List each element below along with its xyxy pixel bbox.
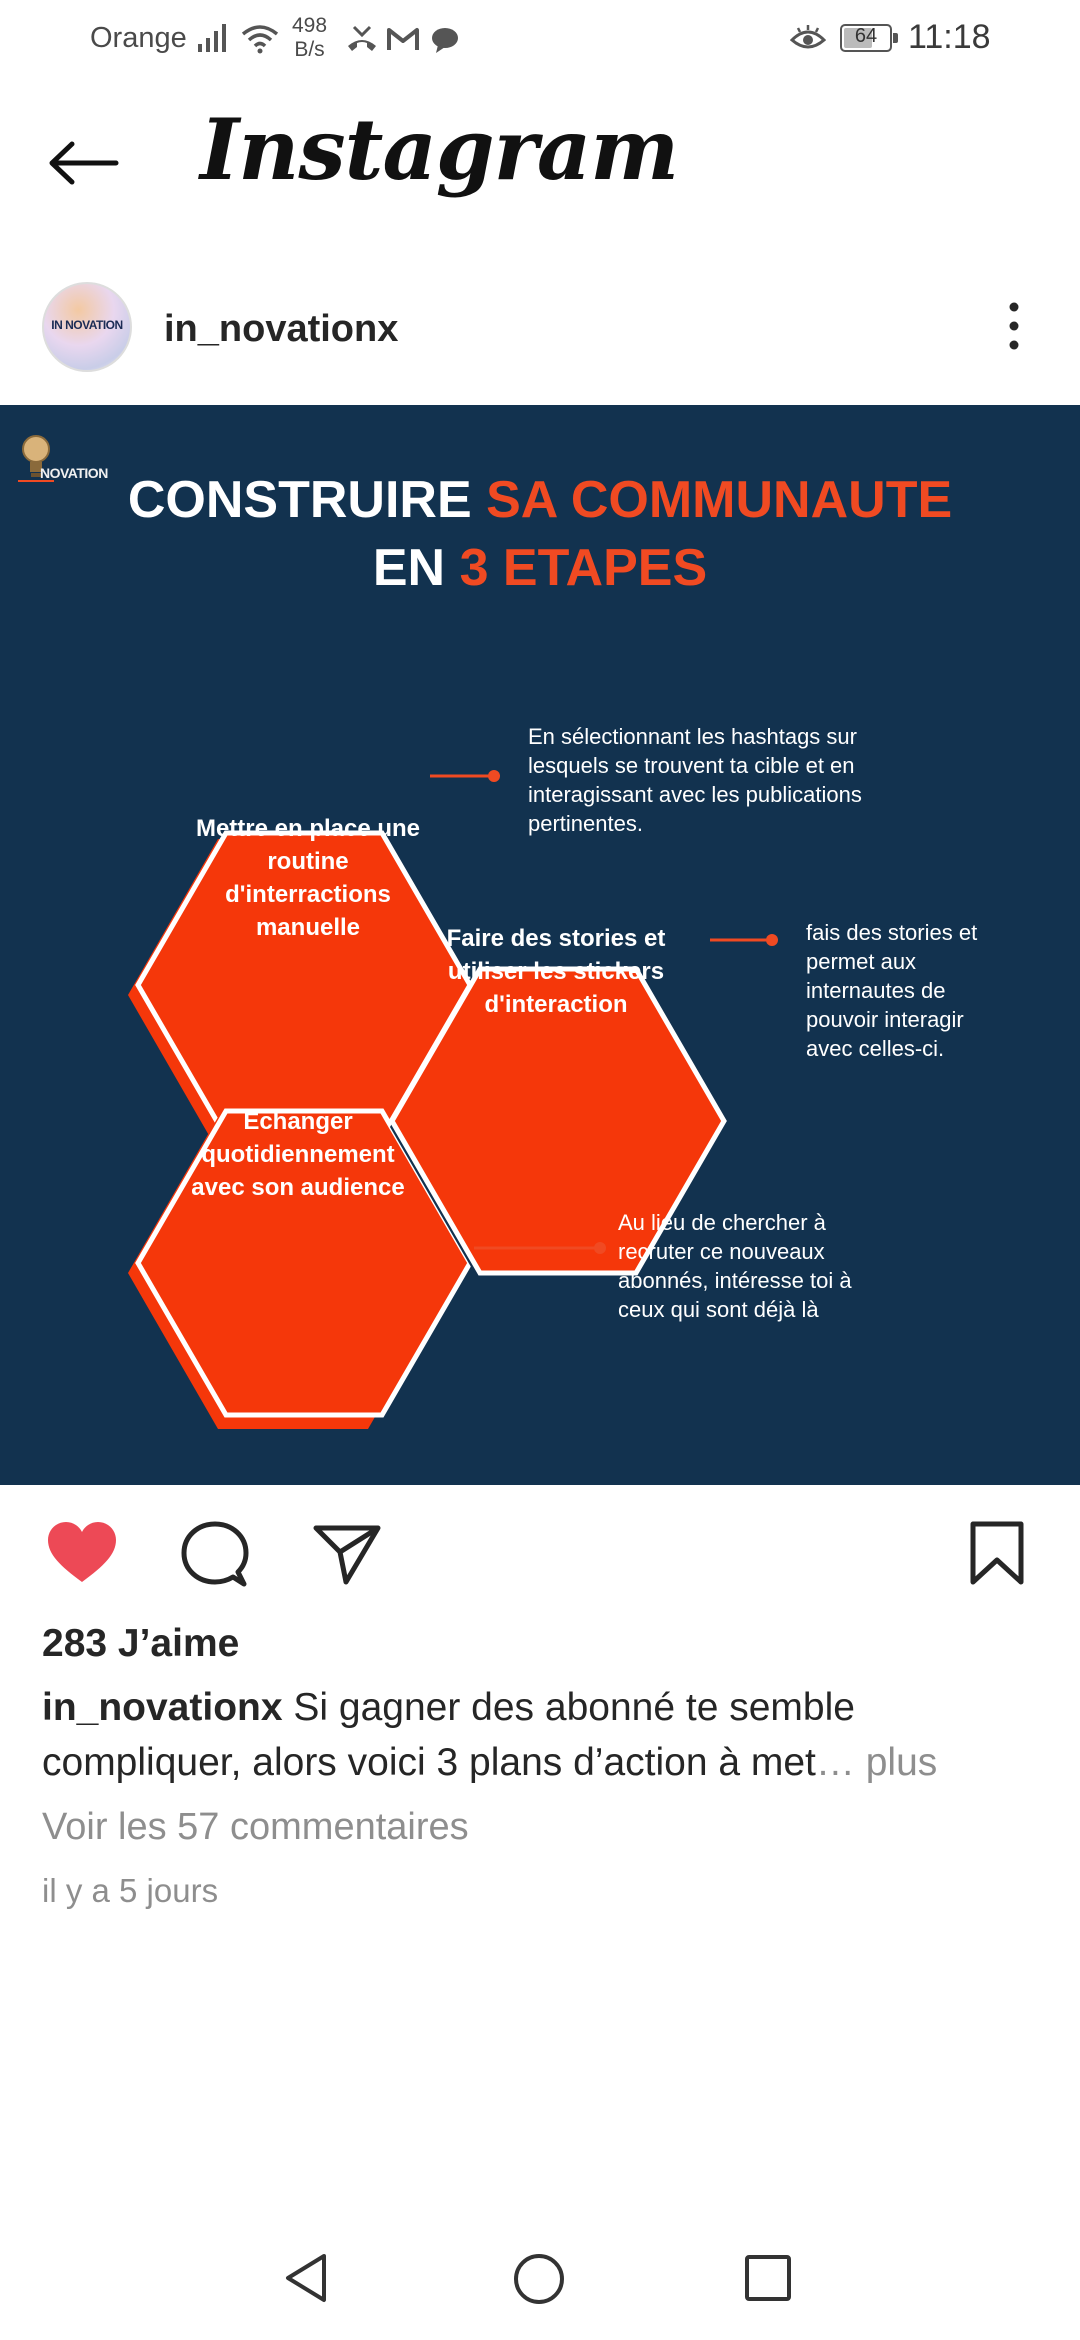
- avatar-logo-text: IN NOVATION: [51, 318, 123, 332]
- callout-2: fais des stories et permet aux internautes de pouvoir interagir avec celles-ci.: [806, 920, 978, 1061]
- status-bar: [0, 0, 1080, 80]
- post-image[interactable]: [0, 405, 1080, 1485]
- nav-home-icon[interactable]: [512, 2252, 566, 2311]
- gmail-icon: [386, 26, 420, 57]
- hexagon-2-label: Faire des stories et utiliser les stickers d'interaction: [446, 925, 666, 1018]
- connector-1-dot: [488, 770, 500, 782]
- image-logo-text: NOVATION: [40, 465, 108, 481]
- post-caption[interactable]: [42, 1680, 1042, 1790]
- bookmark-icon[interactable]: [968, 1520, 1026, 1591]
- battery-level: 64: [854, 25, 878, 47]
- signal-icon: [196, 22, 232, 59]
- callout-1: En sélectionnant les hashtags sur lesquels se trouvent ta cible et en interagissant avec les publications pertinentes.: [528, 724, 862, 836]
- paper-plane-icon[interactable]: [312, 1522, 382, 1591]
- nav-back-icon[interactable]: [282, 2252, 330, 2309]
- chat-icon: [430, 26, 460, 59]
- eye-comfort-icon: [790, 24, 826, 57]
- instagram-logo: Instagram: [200, 100, 679, 199]
- wifi-icon: [240, 22, 280, 59]
- battery-cap: [893, 33, 898, 43]
- connector-3-dot: [594, 1242, 606, 1254]
- title-white-part: CONSTRUIRE: [127, 471, 487, 529]
- arrow-left-icon[interactable]: [46, 140, 120, 191]
- app-header: [0, 100, 1080, 240]
- connector-2-dot: [766, 934, 778, 946]
- title-white-part-2: EN: [372, 539, 460, 597]
- hexagon-1-label: Mettre en place une routine d'interractions manuelle: [195, 815, 421, 941]
- view-comments-link[interactable]: Voir les 57 commentaires: [42, 1806, 469, 1848]
- nav-recent-apps-icon[interactable]: [744, 2254, 792, 2307]
- title-accent-part: SA COMMUNAUTE: [486, 471, 953, 529]
- battery-icon: [840, 24, 892, 52]
- carrier-name: Orange: [90, 22, 187, 54]
- title-accent-part-2: 3 ETAPES: [459, 539, 708, 597]
- network-speed: [292, 14, 327, 62]
- missed-call-icon: [346, 24, 378, 59]
- post-header: [0, 270, 1080, 390]
- speed-value: 498: [292, 14, 328, 37]
- callout-3: Au lieu de chercher à recruter ce nouveaux abonnés, intéresse toi à ceux qui sont déjà là: [618, 1210, 852, 1322]
- caption-text: Si gagner des abonné te semble compliquer, alors voici 3 plans d’action à met: [42, 1686, 855, 1784]
- caption-more-link[interactable]: … plus: [815, 1741, 938, 1784]
- speed-unit: B/s: [294, 38, 325, 61]
- post-timestamp: il y a 5 jours: [42, 1872, 219, 1909]
- caption-username[interactable]: in_novationx: [42, 1686, 283, 1729]
- clock: 11:18: [908, 18, 991, 56]
- more-vertical-icon[interactable]: [1000, 298, 1028, 359]
- heart-filled-icon[interactable]: [46, 1520, 118, 1591]
- hexagon-3-label: Echanger quotidiennement avec son audience: [191, 1108, 405, 1201]
- comment-icon[interactable]: [180, 1520, 250, 1595]
- likes-count[interactable]: 283 J’aime: [42, 1622, 240, 1665]
- avatar[interactable]: [42, 282, 132, 372]
- post-username[interactable]: in_novationx: [164, 308, 399, 350]
- post-actions: [0, 1510, 1080, 1600]
